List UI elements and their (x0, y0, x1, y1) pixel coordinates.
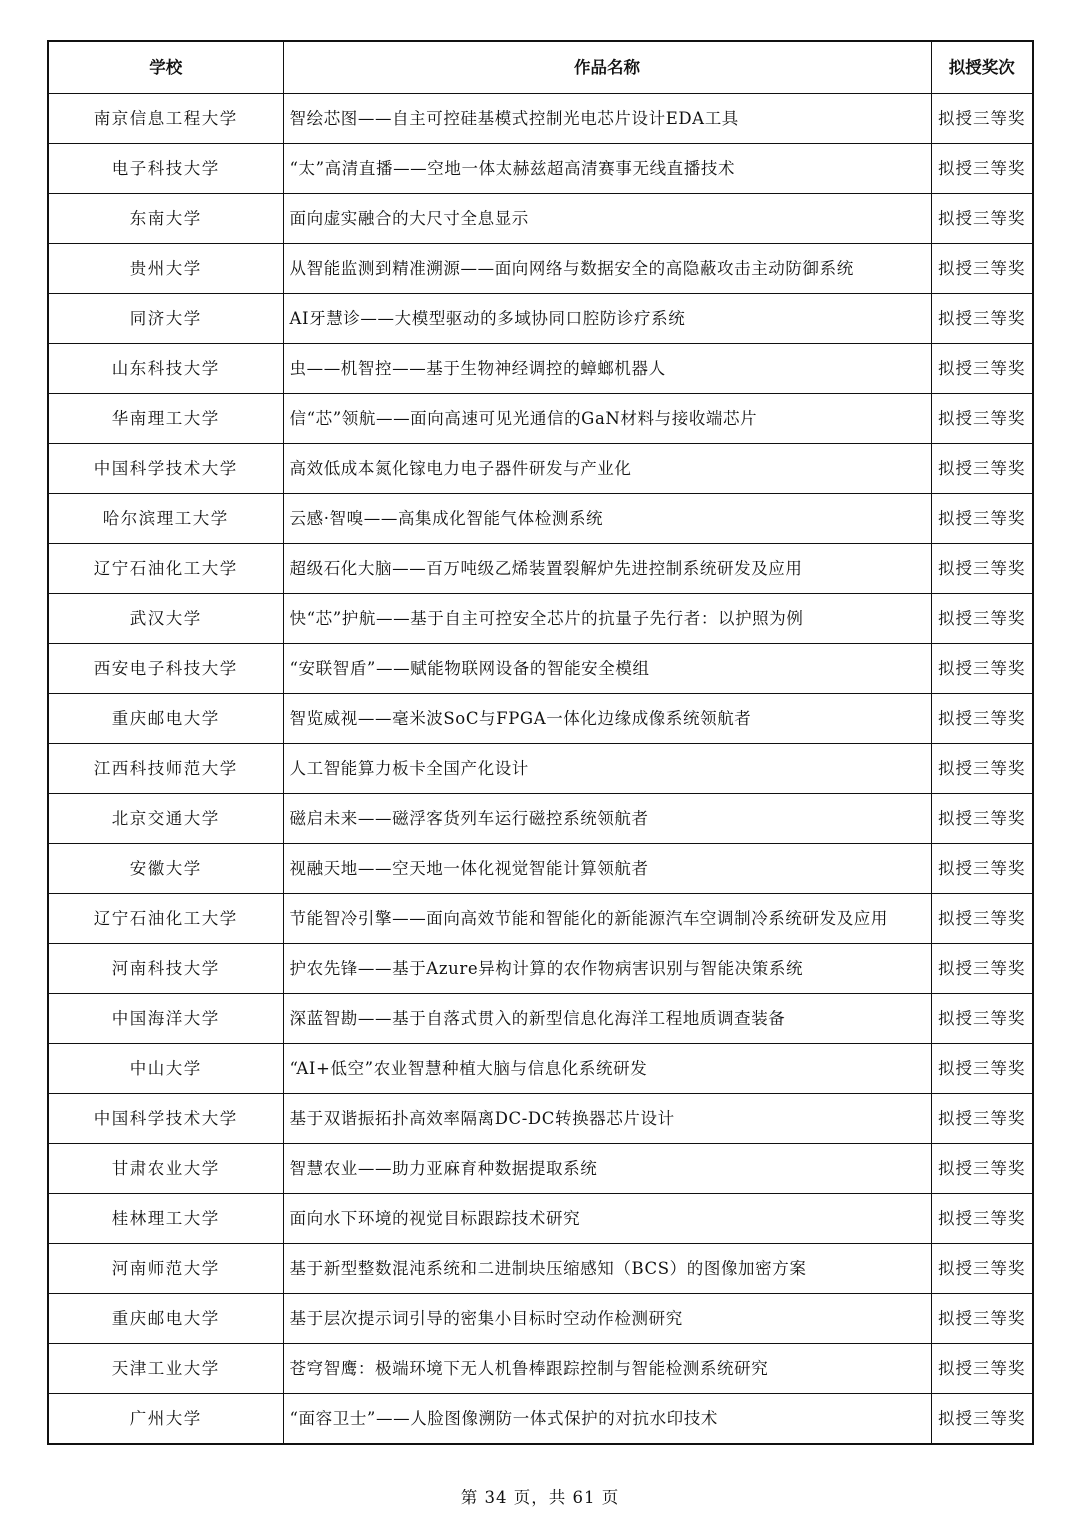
work-title-cell: “安联智盾”——赋能物联网设备的智能安全模组 (283, 644, 931, 694)
work-title-cell: 磁启未来——磁浮客货列车运行磁控系统领航者 (283, 794, 931, 844)
school-cell: 中山大学 (48, 1044, 283, 1094)
table-row (48, 894, 1033, 944)
school-cell: 哈尔滨理工大学 (48, 494, 283, 544)
table-row (48, 94, 1033, 144)
award-cell: 拟授三等奖 (931, 644, 1033, 694)
school-cell: 桂林理工大学 (48, 1194, 283, 1244)
work-title-cell: 智慧农业——助力亚麻育种数据提取系统 (283, 1144, 931, 1194)
award-cell: 拟授三等奖 (931, 1244, 1033, 1294)
header-row (48, 41, 1033, 94)
table-row (48, 494, 1033, 544)
table-row (48, 1044, 1033, 1094)
award-cell: 拟授三等奖 (931, 94, 1033, 144)
award-cell: 拟授三等奖 (931, 1294, 1033, 1344)
school-cell: 中国科学技术大学 (48, 1094, 283, 1144)
table-body (48, 94, 1033, 1445)
school-cell: 甘肃农业大学 (48, 1144, 283, 1194)
work-title-cell: “AI+低空”农业智慧种植大脑与信息化系统研发 (283, 1044, 931, 1094)
school-cell: 西安电子科技大学 (48, 644, 283, 694)
school-cell: 南京信息工程大学 (48, 94, 283, 144)
award-cell: 拟授三等奖 (931, 494, 1033, 544)
award-cell: 拟授三等奖 (931, 1144, 1033, 1194)
table-row (48, 1194, 1033, 1244)
school-cell: 中国科学技术大学 (48, 444, 283, 494)
school-cell: 东南大学 (48, 194, 283, 244)
work-title-cell: 基于新型整数混沌系统和二进制块压缩感知（BCS）的图像加密方案 (283, 1244, 931, 1294)
table-row (48, 294, 1033, 344)
work-title-cell: 信“芯”领航——面向高速可见光通信的GaN材料与接收端芯片 (283, 394, 931, 444)
work-title-cell: 面向水下环境的视觉目标跟踪技术研究 (283, 1194, 931, 1244)
school-cell: 贵州大学 (48, 244, 283, 294)
school-cell: 广州大学 (48, 1394, 283, 1445)
school-cell: 中国海洋大学 (48, 994, 283, 1044)
work-title-cell: 视融天地——空天地一体化视觉智能计算领航者 (283, 844, 931, 894)
award-cell: 拟授三等奖 (931, 794, 1033, 844)
work-title-cell: 智览威视——毫米波SoC与FPGA一体化边缘成像系统领航者 (283, 694, 931, 744)
school-cell: 华南理工大学 (48, 394, 283, 444)
school-cell: 同济大学 (48, 294, 283, 344)
award-cell: 拟授三等奖 (931, 744, 1033, 794)
award-cell: 拟授三等奖 (931, 1194, 1033, 1244)
school-cell: 电子科技大学 (48, 144, 283, 194)
work-title-cell: AI牙慧诊——大模型驱动的多域协同口腔防诊疗系统 (283, 294, 931, 344)
school-cell: 安徽大学 (48, 844, 283, 894)
award-cell: 拟授三等奖 (931, 194, 1033, 244)
award-cell: 拟授三等奖 (931, 444, 1033, 494)
table-row (48, 1294, 1033, 1344)
header-school: 学校 (48, 41, 283, 94)
award-cell: 拟授三等奖 (931, 144, 1033, 194)
work-title-cell: “太”高清直播——空地一体太赫兹超高清赛事无线直播技术 (283, 144, 931, 194)
awards-table-container (47, 40, 1032, 1445)
table-row (48, 344, 1033, 394)
work-title-cell: 超级石化大脑——百万吨级乙烯装置裂解炉先进控制系统研发及应用 (283, 544, 931, 594)
school-cell: 武汉大学 (48, 594, 283, 644)
table-row (48, 594, 1033, 644)
work-title-cell: 面向虚实融合的大尺寸全息显示 (283, 194, 931, 244)
work-title-cell: 云感·智嗅——高集成化智能气体检测系统 (283, 494, 931, 544)
table-row (48, 994, 1033, 1044)
award-cell: 拟授三等奖 (931, 344, 1033, 394)
work-title-cell: 智绘芯图——自主可控硅基模式控制光电芯片设计EDA工具 (283, 94, 931, 144)
table-row (48, 794, 1033, 844)
school-cell: 重庆邮电大学 (48, 1294, 283, 1344)
table-row (48, 444, 1033, 494)
school-cell: 天津工业大学 (48, 1344, 283, 1394)
award-cell: 拟授三等奖 (931, 544, 1033, 594)
page-number: 第 34 页，共 61 页 (460, 1488, 620, 1507)
award-cell: 拟授三等奖 (931, 594, 1033, 644)
award-cell: 拟授三等奖 (931, 1344, 1033, 1394)
award-cell: 拟授三等奖 (931, 294, 1033, 344)
work-title-cell: 深蓝智勘——基于自落式贯入的新型信息化海洋工程地质调查装备 (283, 994, 931, 1044)
table-row (48, 694, 1033, 744)
work-title-cell: 基于层次提示词引导的密集小目标时空动作检测研究 (283, 1294, 931, 1344)
table-row (48, 744, 1033, 794)
school-cell: 辽宁石油化工大学 (48, 544, 283, 594)
work-title-cell: 护农先锋——基于Azure异构计算的农作物病害识别与智能决策系统 (283, 944, 931, 994)
table-row (48, 1344, 1033, 1394)
table-row (48, 944, 1033, 994)
award-cell: 拟授三等奖 (931, 944, 1033, 994)
table-row (48, 244, 1033, 294)
header-award: 拟授奖次 (931, 41, 1033, 94)
table-row (48, 1394, 1033, 1445)
school-cell: 北京交通大学 (48, 794, 283, 844)
award-cell: 拟授三等奖 (931, 1094, 1033, 1144)
header-work: 作品名称 (283, 41, 931, 94)
work-title-cell: “面容卫士”——人脸图像溯防一体式保护的对抗水印技术 (283, 1394, 931, 1445)
school-cell: 辽宁石油化工大学 (48, 894, 283, 944)
table-row (48, 394, 1033, 444)
table-header (48, 41, 1033, 94)
work-title-cell: 节能智冷引擎——面向高效节能和智能化的新能源汽车空调制冷系统研发及应用 (283, 894, 931, 944)
work-title-cell: 从智能监测到精准溯源——面向网络与数据安全的高隐蔽攻击主动防御系统 (283, 244, 931, 294)
school-cell: 河南科技大学 (48, 944, 283, 994)
award-cell: 拟授三等奖 (931, 244, 1033, 294)
school-cell: 重庆邮电大学 (48, 694, 283, 744)
work-title-cell: 基于双谐振拓扑高效率隔离DC-DC转换器芯片设计 (283, 1094, 931, 1144)
work-title-cell: 人工智能算力板卡全国产化设计 (283, 744, 931, 794)
work-title-cell: 快“芯”护航——基于自主可控安全芯片的抗量子先行者：以护照为例 (283, 594, 931, 644)
table-row (48, 1094, 1033, 1144)
table-row (48, 844, 1033, 894)
award-cell: 拟授三等奖 (931, 394, 1033, 444)
award-cell: 拟授三等奖 (931, 844, 1033, 894)
school-cell: 河南师范大学 (48, 1244, 283, 1294)
school-cell: 江西科技师范大学 (48, 744, 283, 794)
table-row (48, 544, 1033, 594)
table-row (48, 144, 1033, 194)
award-cell: 拟授三等奖 (931, 1394, 1033, 1445)
award-cell: 拟授三等奖 (931, 1044, 1033, 1094)
awards-table (47, 40, 1034, 1445)
school-cell: 山东科技大学 (48, 344, 283, 394)
award-cell: 拟授三等奖 (931, 894, 1033, 944)
table-row (48, 644, 1033, 694)
award-cell: 拟授三等奖 (931, 994, 1033, 1044)
work-title-cell: 高效低成本氮化镓电力电子器件研发与产业化 (283, 444, 931, 494)
table-row (48, 1144, 1033, 1194)
table-row (48, 194, 1033, 244)
work-title-cell: 虫——机智控——基于生物神经调控的蟑螂机器人 (283, 344, 931, 394)
table-row (48, 1244, 1033, 1294)
work-title-cell: 苍穹智鹰：极端环境下无人机鲁棒跟踪控制与智能检测系统研究 (283, 1344, 931, 1394)
award-cell: 拟授三等奖 (931, 694, 1033, 744)
